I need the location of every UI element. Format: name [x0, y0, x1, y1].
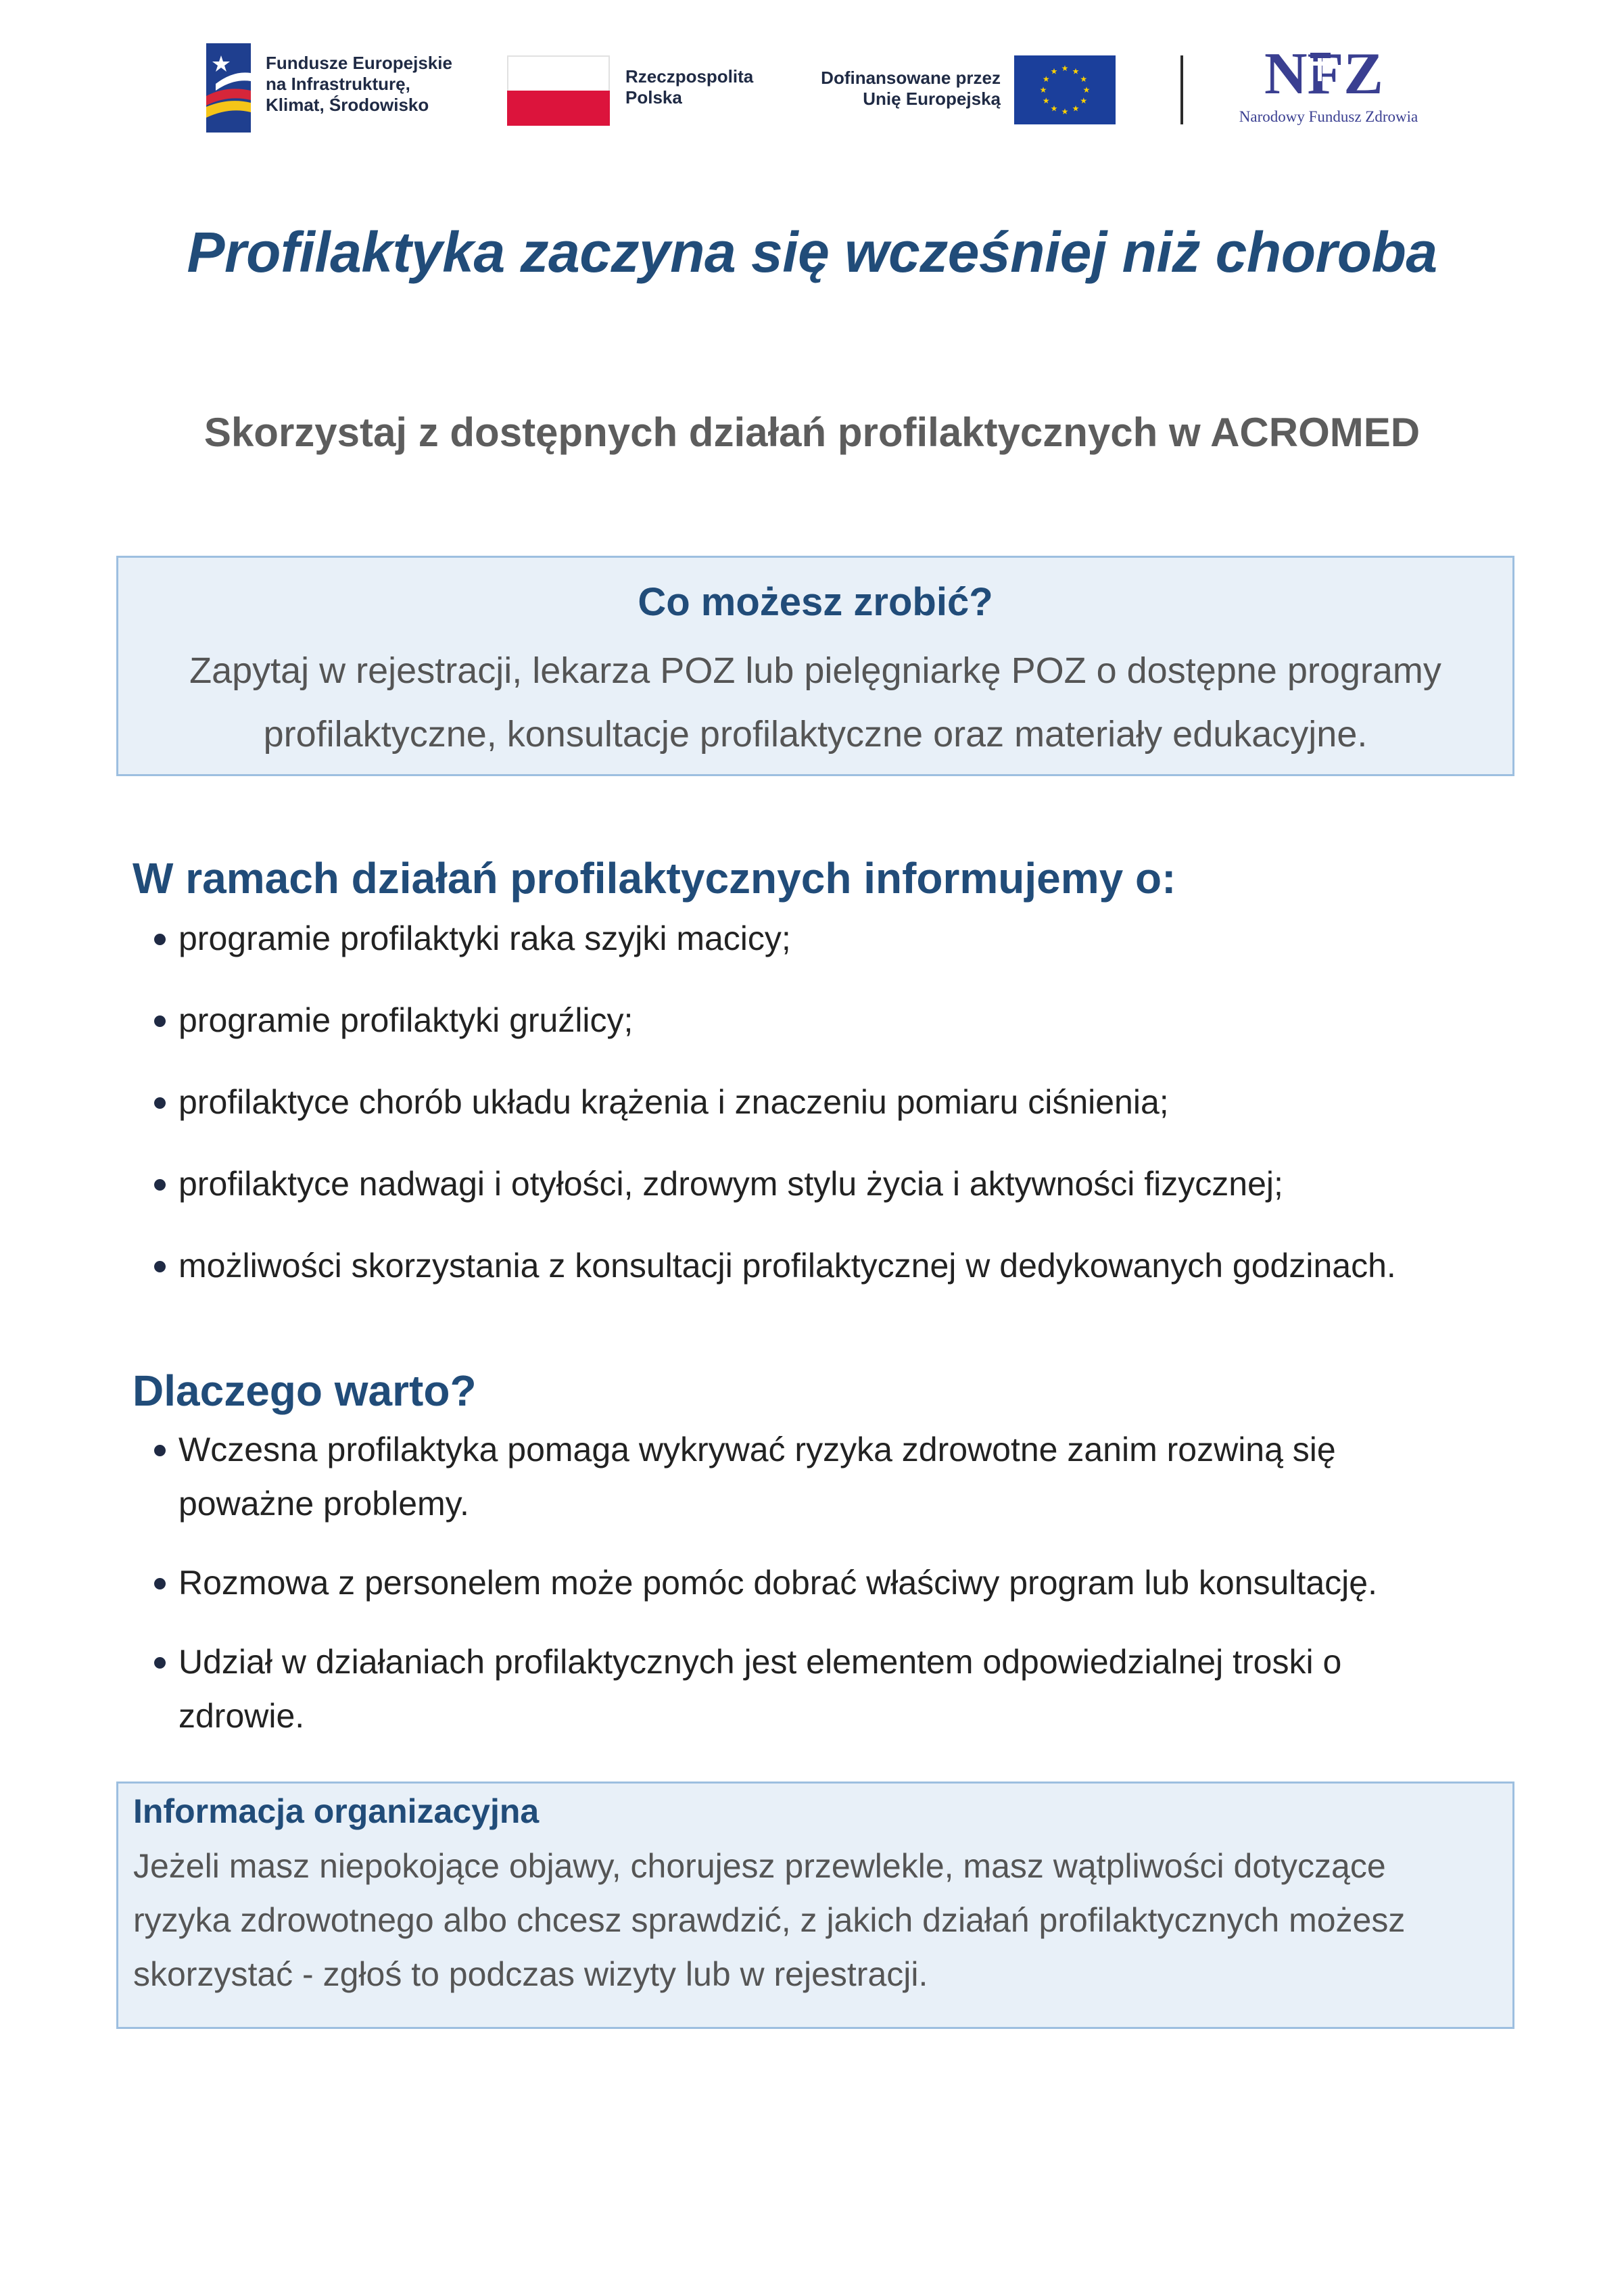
eu-star-icon: ★ [1072, 103, 1080, 114]
nfz-mark-icon [1263, 41, 1385, 103]
list-item-text: programie profilaktyki gruźlicy; [178, 1001, 634, 1039]
eu-star-icon: ★ [1082, 85, 1091, 95]
list-item [150, 1635, 1435, 1743]
eu-flag-icon [1014, 55, 1116, 124]
page-title: Profilaktyka zaczyna się wcześniej niż choroba [187, 220, 1437, 284]
eu-star-icon: ★ [1039, 85, 1047, 95]
list-item-text: programie profilaktyki raka szyjki macicy; [178, 919, 791, 957]
logo-bar [0, 0, 1624, 156]
eu-star-icon: ★ [1072, 66, 1080, 76]
rzeczpospolita-polska-logo [507, 54, 771, 128]
list-item-text: Rozmowa z personelem może pomóc dobrać właściwy program lub konsultację. [178, 1564, 1377, 1602]
bullet-icon [154, 1657, 166, 1669]
programs-list [150, 911, 1502, 1320]
eu-star-icon: ★ [1042, 74, 1050, 84]
eu-star-icon: ★ [1061, 64, 1069, 73]
rp-line: Polska [625, 87, 682, 107]
list-item-text: możliwości skorzystania z konsultacji profilaktycznej w dedykowanych godzinach. [178, 1247, 1396, 1285]
fe-line: Fundusze Europejskie [266, 53, 452, 73]
eu-cofinancing-text [805, 68, 1001, 110]
eu-star-icon: ★ [1061, 107, 1069, 116]
rp-line: Rzeczpospolita [625, 66, 754, 87]
nfz-logo [1217, 41, 1440, 135]
organizational-info-title: Informacja organizacyjna [133, 1792, 540, 1830]
bullet-icon [154, 1015, 166, 1027]
what-can-you-do-text: Zapytaj w rejestracji, lekarza POZ lub pielęgniarkę POZ o dostępne programy profilaktyczne, konsultacje profilaktyczne oraz materiały edukacyjne. [189, 650, 1441, 755]
fundusze-europejskie-logo [206, 41, 467, 134]
programs-heading: W ramach działań profilaktycznych informujemy o: [133, 854, 1176, 903]
why-worth-it-heading: Dlaczego warto? [133, 1366, 477, 1415]
list-item [150, 1422, 1435, 1531]
eu-line: Dofinansowane przez [821, 68, 1001, 88]
eu-cofinancing-logo [805, 55, 1122, 130]
fe-line: Klimat, Środowisko [266, 95, 429, 115]
list-item-text: Udział w działaniach profilaktycznych jest elementem odpowiedzialnej troski o zdrowie. [178, 1643, 1342, 1735]
list-item [150, 1239, 1502, 1293]
bullet-icon [154, 1445, 166, 1456]
what-can-you-do-box [116, 556, 1514, 776]
list-item [150, 911, 1502, 965]
bullet-icon [154, 1179, 166, 1191]
eu-star-icon: ★ [1050, 103, 1058, 114]
reasons-list [150, 1422, 1435, 1768]
eu-line: Unię Europejską [863, 89, 1001, 109]
logo-divider [1180, 55, 1183, 124]
list-item [150, 1157, 1502, 1211]
polish-flag-icon [507, 55, 610, 126]
list-item [150, 993, 1502, 1047]
bullet-icon [154, 1261, 166, 1272]
bullet-icon [154, 1097, 166, 1109]
list-item-text: Wczesna profilaktyka pomaga wykrywać ryzyka zdrowotne zanim rozwiną się poważne problemy. [178, 1431, 1336, 1523]
list-item [150, 1556, 1435, 1610]
fe-line: na Infrastrukturę, [266, 74, 410, 94]
list-item-text: profilaktyce chorób układu krążenia i znaczeniu pomiaru ciśnienia; [178, 1083, 1169, 1121]
eu-star-icon: ★ [1042, 96, 1050, 105]
eu-star-icon: ★ [1080, 96, 1088, 105]
bullet-icon [154, 934, 166, 945]
svg-text:NFZ: NFZ [1264, 41, 1383, 103]
page-subtitle: Skorzystaj z dostępnych działań profilaktycznych w ACROMED [204, 410, 1420, 455]
list-item [150, 1075, 1502, 1129]
eu-star-icon: ★ [1080, 74, 1088, 84]
organizational-info-box [116, 1781, 1514, 2029]
fundusze-europejskie-mark-icon [206, 43, 251, 133]
list-item-text: profilaktyce nadwagi i otyłości, zdrowym stylu życia i aktywności fizycznej; [178, 1165, 1283, 1203]
bullet-icon [154, 1578, 166, 1589]
nfz-subtitle: Narodowy Fundusz Zdrowia [1239, 108, 1418, 125]
rzeczpospolita-polska-text [625, 66, 774, 108]
eu-star-icon: ★ [1050, 66, 1058, 76]
organizational-info-text: Jeżeli masz niepokojące objawy, chorujesz przewlekle, masz wątpliwości dotyczące ryzyka zdrowotnego albo chcesz sprawdzić, z jakich działań profilaktycznych możesz skorzystać - zgłoś to podczas wizyty lub w rejestracji. [133, 1847, 1406, 1993]
fundusze-europejskie-text [266, 53, 469, 116]
what-can-you-do-title: Co możesz zrobić? [638, 580, 993, 624]
